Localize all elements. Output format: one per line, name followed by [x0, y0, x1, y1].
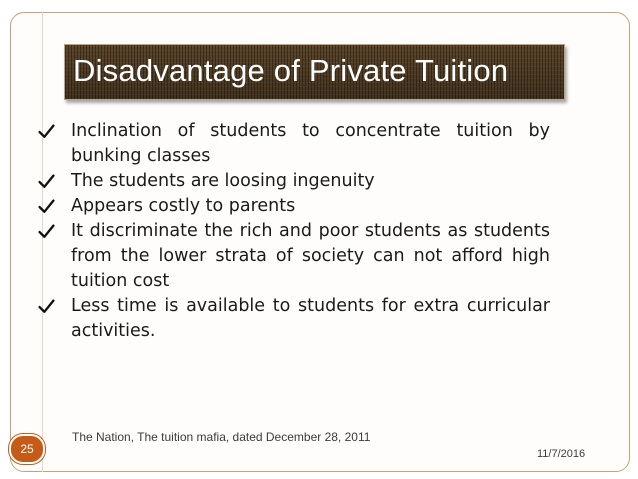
bullet-item	[38, 219, 550, 294]
bullet-list	[38, 119, 550, 344]
bullet-text: Inclination of students to concentrate tuition by bunking classes	[71, 121, 550, 166]
bullet-text: The students are loosing ingenuity	[71, 171, 375, 191]
footer-source: The Nation, The tuition mafia, dated December 28, 2011	[72, 430, 371, 444]
bullet-item	[38, 294, 550, 344]
slide-number-badge: 25	[9, 434, 45, 464]
slide-title: Disadvantage of Private Tuition	[73, 53, 509, 88]
check-icon	[38, 123, 55, 140]
bullet-item	[38, 119, 550, 169]
bullet-item	[38, 194, 550, 219]
slide-date: 11/7/2016	[537, 448, 586, 460]
bullet-text: Appears costly to parents	[71, 196, 296, 216]
check-icon	[38, 173, 55, 190]
check-icon	[38, 298, 55, 315]
bullet-text: Less time is available to students for extra curricular activities.	[71, 296, 550, 341]
check-icon	[38, 198, 55, 215]
bullet-item	[38, 169, 550, 194]
bullet-text: It discriminate the rich and poor students as students from the lower strata of society can not afford high tuition cost	[71, 221, 550, 291]
title-bar	[64, 44, 565, 100]
check-icon	[38, 223, 55, 240]
